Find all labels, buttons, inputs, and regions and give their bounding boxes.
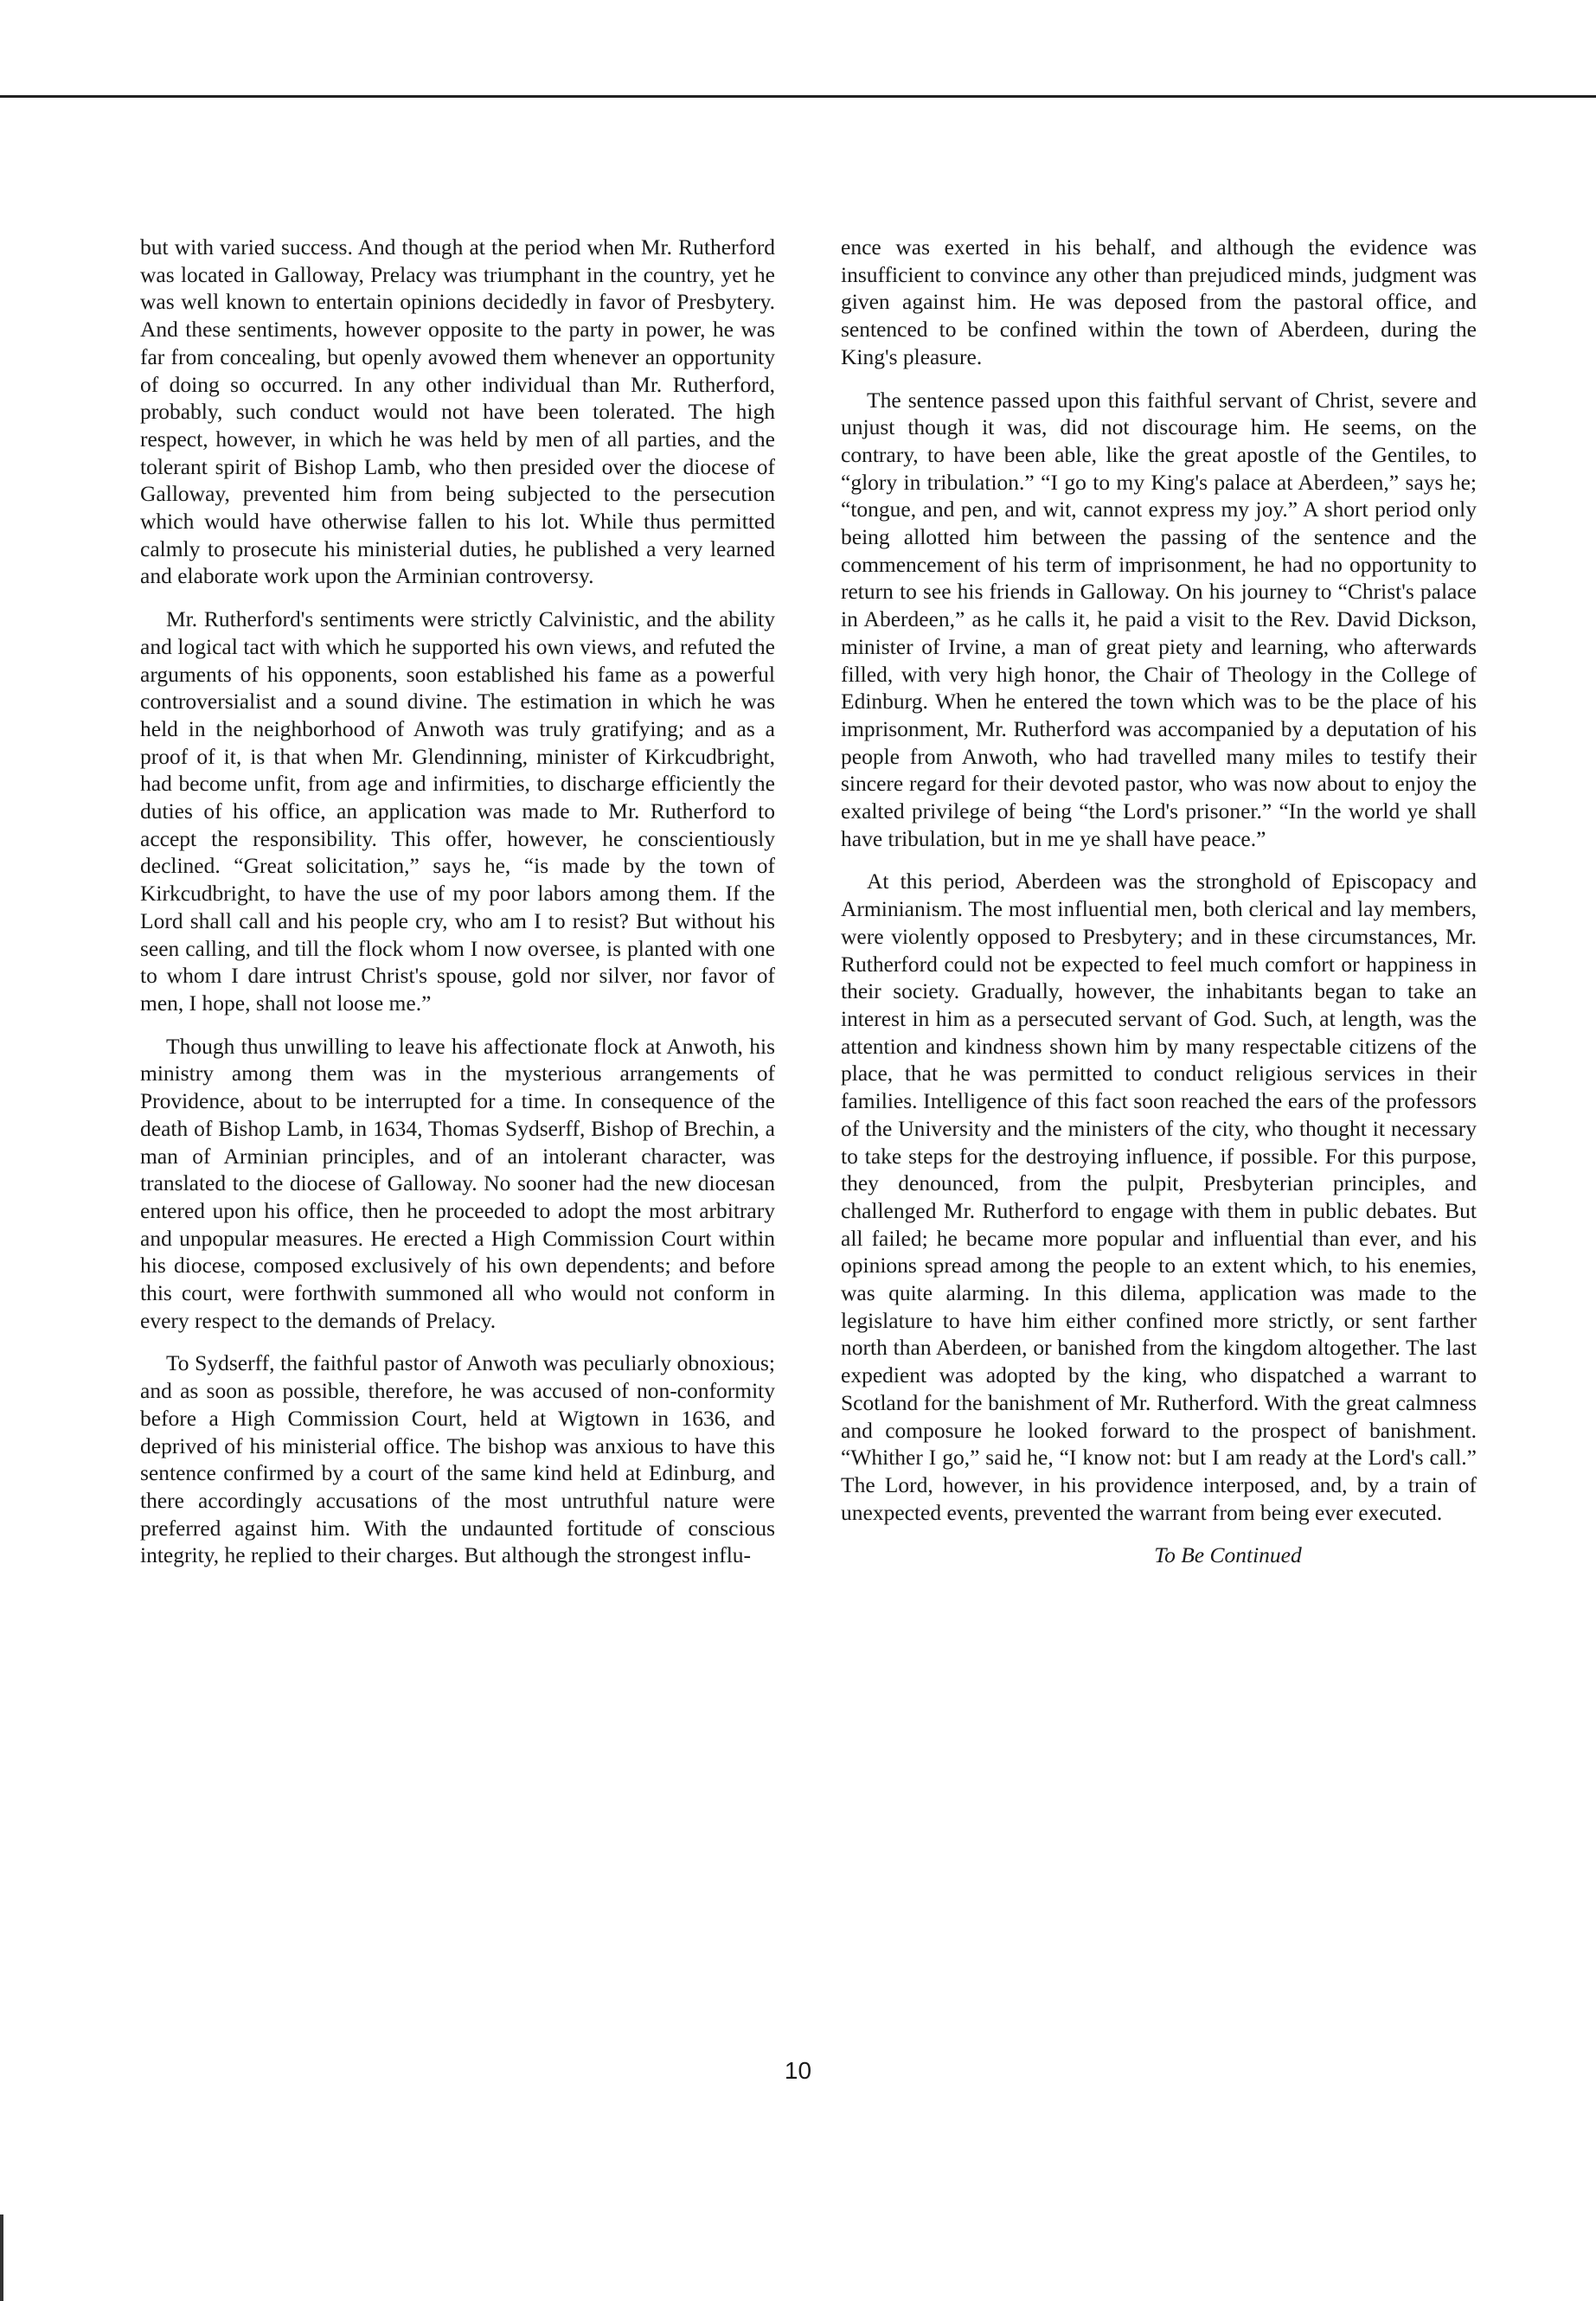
paragraph: The sentence passed upon this faithful servant of Christ, severe and unjust though it was, did not discourage him. He seems, on the contrary, to have been able, like the great apostle of the Gentiles, to “glory in tribulation.” “I go to my King's palace at Aberdeen,” says he; “tongue, and pen, and wit, cannot express my joy.” A short period only being allotted him between the passing of the sentence and the commencement of his term of imprisonment, he had no opportunity to return to see his friends in Galloway. On his journey to “Christ's palace in Aberdeen,” as he calls it, he paid a visit to the Rev. David Dickson, minister of Irvine, a man of great piety and learning, who afterwards filled, with very high honor, the Chair of Theology in the College of Edinburg. When he entered the town which was to be the place of his imprisonment, Mr. Rutherford was accompanied by a deputation of his people from Anwoth, who had travelled many miles to testify their sincere regard for their devoted pastor, who was now about to enjoy the exalted privilege of being “the Lord's prisoner.” “In the world ye shall have tribulation, but in me ye shall have peace.”: [841, 387, 1477, 851]
paragraph: To Sydserff, the faithful pastor of Anwoth was peculiarly obnoxious; and as soon as possible, therefore, he was accused of non-conformity before a High Commission Court, held at Wigtown in 1636, and deprived of his ministerial office. The bishop was anxious to have this sentence confirmed by a court of the same kind held at Edinburg, and there accordingly accusations of the most untruthful nature were preferred against him. With the undaunted fortitude of conscious integrity, he replied to their charges. But although the strongest influ-: [140, 1350, 775, 1568]
page-number: 10: [784, 2057, 812, 2084]
paragraph: Mr. Rutherford's sentiments were strictly Calvinistic, and the ability and logical tact with which he supported his own views, and refuted the arguments of his opponents, soon established his fame as a powerful controversialist and a sound divine. The estimation in which he was held in the neighborhood of Anwoth was truly gratifying; and as a proof of it, is that when Mr. Glendinning, minister of Kirkcudbright, had become unfit, from age and infirmities, to discharge efficiently the duties of his office, an application was made to Mr. Rutherford to accept the responsibility. This offer, however, he conscientiously declined. “Great solicitation,” says he, “is made by the town of Kirkcudbright, to have the use of my poor labors among them. If the Lord shall call and his people cry, who am I to resist? But without his seen calling, and till the flock whom I now oversee, is planted with one to whom I dare intrust Christ's spouse, gold nor silver, nor favor of men, I hope, shall not loose me.”: [140, 606, 775, 1016]
left-column: [140, 234, 775, 1585]
paragraph: At this period, Aberdeen was the stronghold of Episcopacy and Arminianism. The most influential men, both clerical and lay members, were violently opposed to Presbytery; and in these circumstances, Mr. Rutherford could not be expected to feel much comfort or happiness in their society. Gradually, however, the inhabitants began to take an interest in him as a persecuted servant of God. Such, at length, was the attention and kindness shown him by many respectable citizens of the place, that he was permitted to conduct religious services in their families. Intelligence of this fact soon reached the ears of the professors of the University and the ministers of the city, who thought it necessary to take steps for the destroying influence, if possible. For this purpose, they denounced, from the pulpit, Presbyterian principles, and challenged Mr. Rutherford to engage with them in public debates. But all failed; he became more popular and influential than ever, and his opinions spread among the people to an extent which, to his enemies, was quite alarming. In this dilema, application was made to the legislature to have him either confined more strictly, or sent farther north than Aberdeen, or banished from the kingdom altogether. The last expedient was adopted by the king, who dispatched a warrant to Scotland for the banishment of Mr. Rutherford. With the great calmness and composure he looked forward to the prospect of banishment. “Whither I go,” said he, “I know not: but I am ready at the Lord's call.” The Lord, however, in his providence interposed, and, by a train of unexpected events, prevented the warrant from being ever executed.: [841, 868, 1477, 1525]
right-column: [841, 234, 1477, 1569]
paragraph: Though thus unwilling to leave his affectionate flock at Anwoth, his ministry among them was in the mysterious arrangements of Providence, about to be interrupted for a time. In consequence of the death of Bishop Lamb, in 1634, Thomas Sydserff, Bishop of Brechin, a man of Arminian principles, and of an intolerant character, was translated to the diocese of Galloway. No sooner had the new diocesan entered upon his office, then he proceeded to adopt the most arbitrary and unpopular measures. He erected a High Commission Court within his diocese, composed exclusively of his own dependents; and before this court, were forthwith summoned all who would not conform in every respect to the demands of Prelacy.: [140, 1033, 775, 1333]
top-rule: [0, 95, 1596, 98]
continued-label: To Be Continued: [1154, 1542, 1302, 1568]
paragraph: ence was exerted in his behalf, and although the evidence was insufficient to convince any other than prejudiced minds, judgment was given against him. He was deposed from the pastoral office, and sentenced to be confined within the town of Aberdeen, during the King's pleasure.: [841, 234, 1477, 369]
paragraph: but with varied success. And though at the period when Mr. Rutherford was located in Galloway, Prelacy was triumphant in the country, yet he was well known to entertain opinions decidedly in favor of Presbytery. And these sentiments, however opposite to the party in power, he was far from concealing, but openly avowed them whenever an opportunity of doing so occurred. In any other individual than Mr. Rutherford, probably, such conduct would not have been tolerated. The high respect, however, in which he was held by men of all parties, and the tolerant spirit of Bishop Lamb, who then presided over the diocese of Galloway, prevented him from being subjected to the persecution which would have otherwise fallen to his lot. While thus permitted calmly to prosecute his ministerial duties, he published a very learned and elaborate work upon the Arminian controversy.: [140, 234, 775, 589]
scan-edge-mark: [0, 2214, 3, 2301]
